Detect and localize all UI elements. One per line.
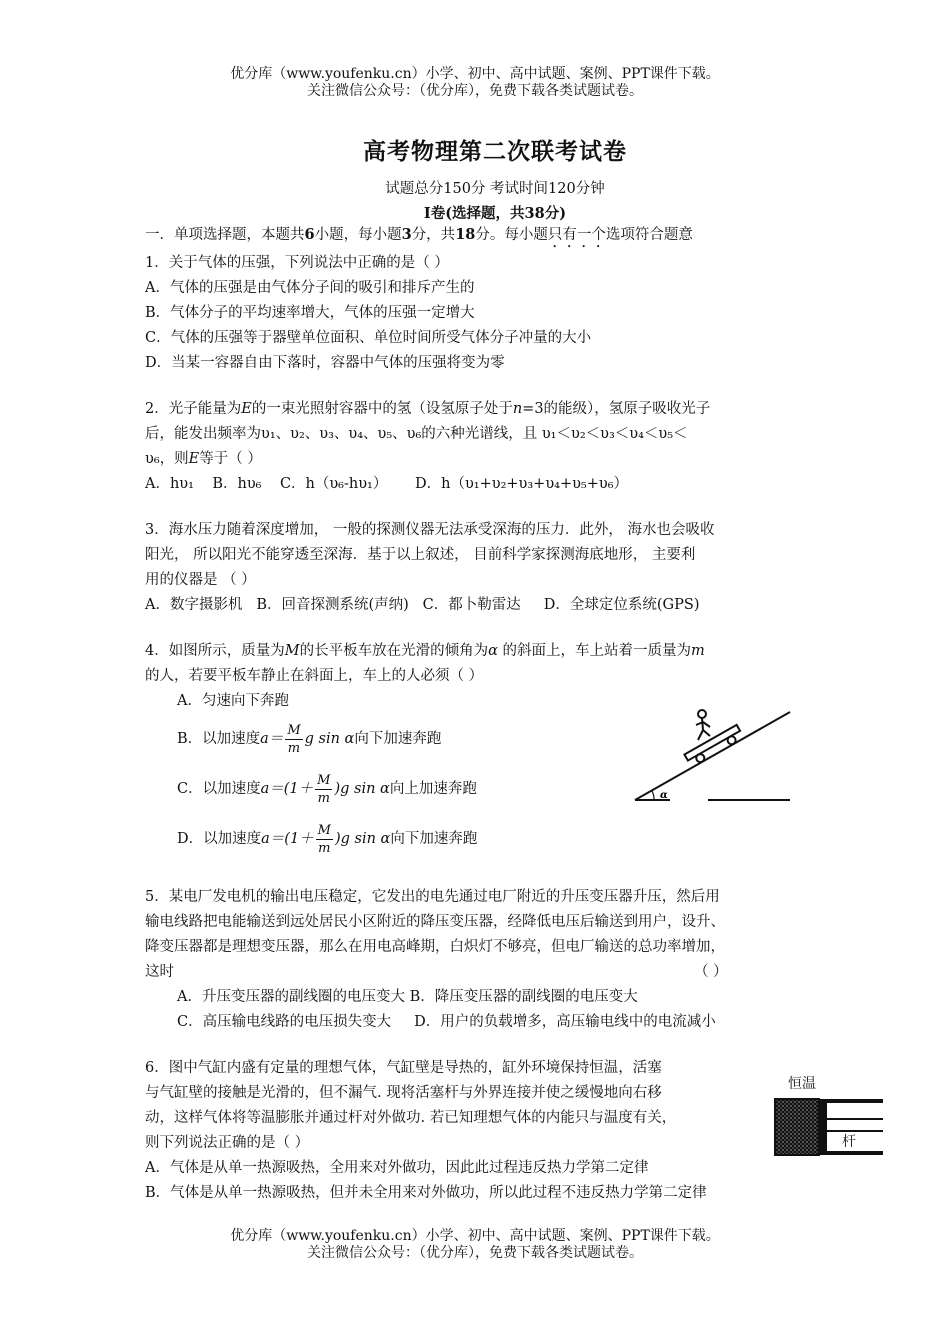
- q3-option-a: A．数字摄影机: [145, 597, 243, 613]
- person-figure: [696, 710, 710, 740]
- q1-option-d: D．当某一容器自由下落时，容器中气体的压强将变为零: [145, 355, 505, 371]
- footer-line-1: 优分库（www.youfenku.cn）小学、初中、高中试题、案例、PPT课件下载。: [230, 1228, 720, 1244]
- q5-options-ab: [145, 985, 813, 1010]
- q6-option-a: A．气体是从单一热源吸热，全用来对外做功，因此此过程违反热力学第二定律: [145, 1160, 649, 1176]
- gas-region: [775, 1099, 819, 1155]
- q2-option-d: D．h（υ₁+υ₂+υ₃+υ₄+υ₅+υ₆）: [415, 476, 629, 492]
- q2-option-c: C．h（υ₆-hυ₁）: [279, 476, 388, 492]
- cart-group: [684, 725, 744, 768]
- page-footer: [0, 1228, 950, 1262]
- q4-line-1: 4．如图所示，质量为M的长平板车放在光滑的倾角为α 的斜面上，车上站着一质量为m: [145, 643, 705, 659]
- constant-temperature-label: 恒温: [788, 1076, 816, 1092]
- q6-line-3: 动，这样气体将等温膨胀并通过杆对外做功. 若已知理想气体的内能只与温度有关，: [145, 1110, 677, 1126]
- q2-options: [145, 472, 813, 497]
- section-heading: I卷(选择题，共38分): [423, 205, 567, 222]
- angle-label: α: [660, 790, 668, 801]
- q4-option-a: A．匀速向下奔跑: [177, 693, 289, 709]
- q3-option-c: C．都卜勒雷达: [422, 597, 521, 613]
- angle-arc: [652, 791, 654, 800]
- q2-line-1: 2．光子能量为E的一束光照射容器中的氢（设氢原子处于n=3的能级），氢原子吸收光子: [145, 401, 711, 417]
- piston: [819, 1099, 827, 1155]
- q1-stem: 1．关于气体的压强，下列说法中正确的是（ ）: [145, 255, 449, 271]
- q5-line-4: 这时 （ ）: [145, 964, 728, 980]
- page-header: [0, 66, 950, 100]
- q5-line-3: 降变压器都是理想变压器，那么在用电高峰期，白炽灯不够亮，但电厂输送的总功率增加，: [145, 939, 725, 955]
- q3-line-1: 3．海水压力随着深度增加， 一般的探测仪器无法承受深海的压力．此外， 海水也会吸收: [145, 522, 715, 538]
- q4-option-c: C．以加速度a＝(1＋ $\frac{M}{m}$ )g sin α向上加速奔跑: [177, 772, 477, 806]
- q2-option-a: A．hυ₁: [145, 476, 194, 492]
- q3-option-d: D．全球定位系统(GPS): [543, 597, 700, 613]
- q1-option-c: C．气体的压强等于器壁单位面积、单位时间所受气体分子冲量的大小: [145, 330, 592, 346]
- q3-line-3: 用的仪器是 （ ）: [145, 572, 256, 588]
- q4-option-b: B．以加速度a＝ $\frac{M}{m}$ g sin α向下加速奔跑: [177, 722, 442, 756]
- cylinder-diagram: [770, 1073, 890, 1163]
- incline-slope: [635, 712, 790, 800]
- q4-option-d: D．以加速度a＝(1＋ $\frac{M}{m}$ )g sin α向下加速奔跑: [177, 822, 478, 856]
- q3-options: [145, 593, 813, 618]
- q6-line-4: 则下列说法正确的是（ ）: [145, 1135, 310, 1151]
- exam-subtitle: 试题总分150分 考试时间120分钟: [385, 181, 605, 197]
- q5-line-1: 5．某电厂发电机的输出电压稳定，它发出的电先通过电厂附近的升压变压器升压，然后用: [145, 889, 720, 905]
- q2-line-2: 后，能发出频率为υ₁、υ₂、υ₃、υ₄、υ₅、υ₆的六种光谱线，且 υ₁＜υ₂＜υ₃＜υ₄＜υ₅＜: [145, 426, 688, 442]
- incline-figure: [630, 700, 800, 810]
- exam-title: 高考物理第二次联考试卷: [363, 138, 627, 165]
- footer-line-2: 关注微信公众号：（优分库），免费下载各类试题试卷。: [307, 1245, 643, 1261]
- header-line-2: 关注微信公众号：（优分库），免费下载各类试题试卷。: [307, 83, 643, 99]
- cylinder-figure: [770, 1073, 890, 1163]
- q5-line-2: 输电线路把电能输送到远处居民小区附近的降压变压器，经降低电压后输送到用户，设升、: [145, 914, 725, 930]
- q6-line-1: 6．图中气缸内盛有定量的理想气体，气缸壁是导热的，缸外环境保持恒温，活塞: [145, 1060, 662, 1076]
- q5-options-cd: [145, 1010, 813, 1035]
- q3-line-2: 阳光， 所以阳光不能穿透至深海．基于以上叙述， 目前科学家探测海底地形， 主要利: [145, 547, 696, 563]
- q1-option-b: B．气体分子的平均速率增大，气体的压强一定增大: [145, 305, 475, 321]
- q5-option-b: B．降压变压器的副线圈的电压变大: [409, 989, 638, 1005]
- emphasis-text: 只有一个: [547, 227, 606, 243]
- q2-line-3: υ₆，则E等于（ ）: [145, 451, 262, 467]
- q5-option-a: A．升压变压器的副线圈的电压变大: [177, 989, 405, 1005]
- q5-option-d: D．用户的负载增多，高压输电线中的电流减小: [414, 1014, 716, 1030]
- q6-option-b: B．气体是从单一热源吸热，但并未全用来对外做功，所以此过程不违反热力学第二定律: [145, 1185, 707, 1201]
- rod-label: 杆: [842, 1134, 856, 1150]
- q5-option-c: C．高压输电线路的电压损失变大: [177, 1014, 392, 1030]
- q4-line-2: 的人，若要平板车静止在斜面上，车上的人必须（ ）: [145, 668, 484, 684]
- incline-diagram: [630, 700, 800, 810]
- q6-line-2: 与气缸壁的接触是光滑的，但不漏气. 现将活塞杆与外界连接并使之缓慢地向右移: [145, 1085, 662, 1101]
- q1-option-a: A．气体的压强是由气体分子间的吸引和排斥产生的: [145, 280, 475, 296]
- part1-intro: 一．单项选择题，本题共6小题，每小题3分，共18分。每小题只有一个选项符合题意: [145, 226, 693, 243]
- header-line-1: 优分库（www.youfenku.cn）小学、初中、高中试题、案例、PPT课件下载。: [230, 66, 720, 82]
- q3-option-b: B．回音探测系统(声纳): [256, 597, 409, 613]
- q2-option-b: B．hυ₆: [212, 476, 262, 492]
